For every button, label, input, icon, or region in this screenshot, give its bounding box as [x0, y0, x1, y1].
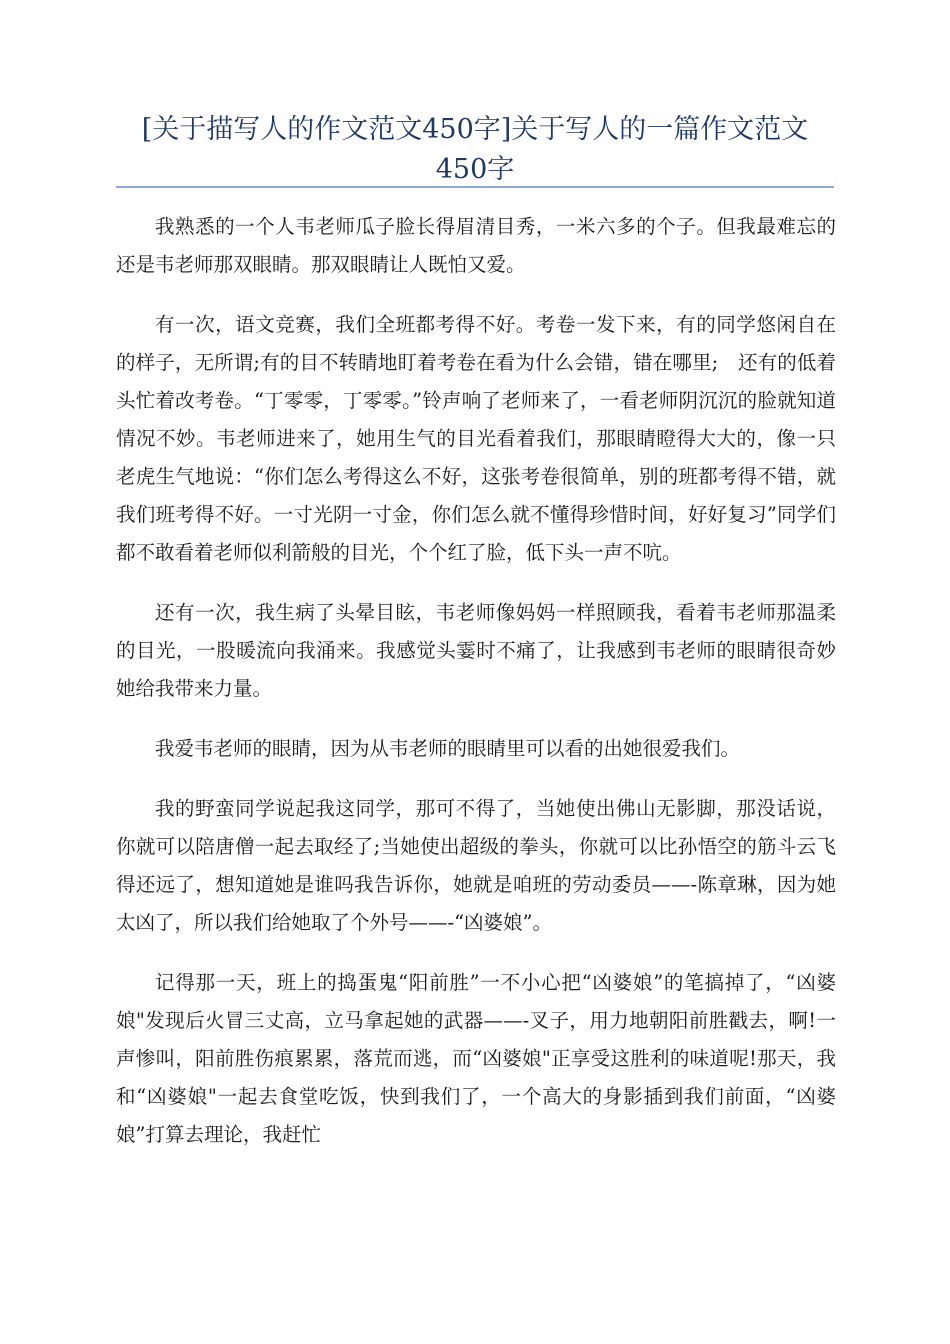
paragraph-4: 我爱韦老师的眼睛，因为从韦老师的眼睛里可以看的出她很爱我们。: [155, 737, 741, 760]
paragraph-1: 我熟悉的一个人韦老师瓜子脸长得眉清目秀，一米六多的个子。但我最难忘的还是韦老师那双眼睛。那双眼睛让人既怕又爱。: [116, 215, 836, 276]
paragraph-6: 记得那一天，班上的捣蛋鬼“阳前胜”一不小心把“凶婆娘”的笔搞掉了，“凶婆娘"发现后火冒三丈高，立马拿起她的武器——-叉子，用力地朝阳前胜戳去，啊!一声惨叫，阳前胜伤痕累累，落荒而逃，而“凶婆娘"正享受这胜利的味道呢!那天，我和“凶婆娘"一起去食堂吃饭，快到我们了，一个高大的身影插到我们前面，“凶婆娘”打算去理论，我赶忙: [116, 971, 836, 1146]
title-divider: [116, 186, 834, 188]
document-title: [关于描写人的作文范文450字]关于写人的一篇作文范文450字: [141, 114, 809, 185]
paragraph-3: 还有一次，我生病了头晕目眩，韦老师像妈妈一样照顾我，看着韦老师那温柔的目光，一股暖流向我涌来。我感觉头霎时不痛了，让我感到韦老师的眼睛很奇妙她给我带来力量。: [116, 601, 836, 700]
document-body: [116, 208, 836, 1176]
paragraph-2: 有一次，语文竞赛，我们全班都考得不好。考卷一发下来，有的同学悠闲自在的样子，无所谓;有的目不转睛地盯着考卷在看为什么会错，错在哪里; 还有的低着头忙着改考卷。“丁零零，丁零零。”铃声响了老师来了，一看老师阴沉沉的脸就知道情况不妙。韦老师进来了，她用生气的目光看着我们，那眼睛瞪得大大的，像一只老虎生气地说：“你们怎么考得这么不好，这张考卷很简单，别的班都考得不错，就我们班考得不好。一寸光阴一寸金，你们怎么就不懂得珍惜时间，好好复习”同学们都不敢看着老师似利箭般的目光，个个红了脸，低下头一声不吭。: [116, 313, 836, 564]
paragraph-5: 我的野蛮同学说起我这同学，那可不得了，当她使出佛山无影脚，那没话说，你就可以陪唐僧一起去取经了;当她使出超级的拳头，你就可以比孙悟空的筋斗云飞得还远了，想知道她是谁吗我告诉你，她就是咱班的劳动委员——-陈章琳，因为她太凶了，所以我们给她取了个外号——-“凶婆娘”。: [116, 797, 836, 934]
